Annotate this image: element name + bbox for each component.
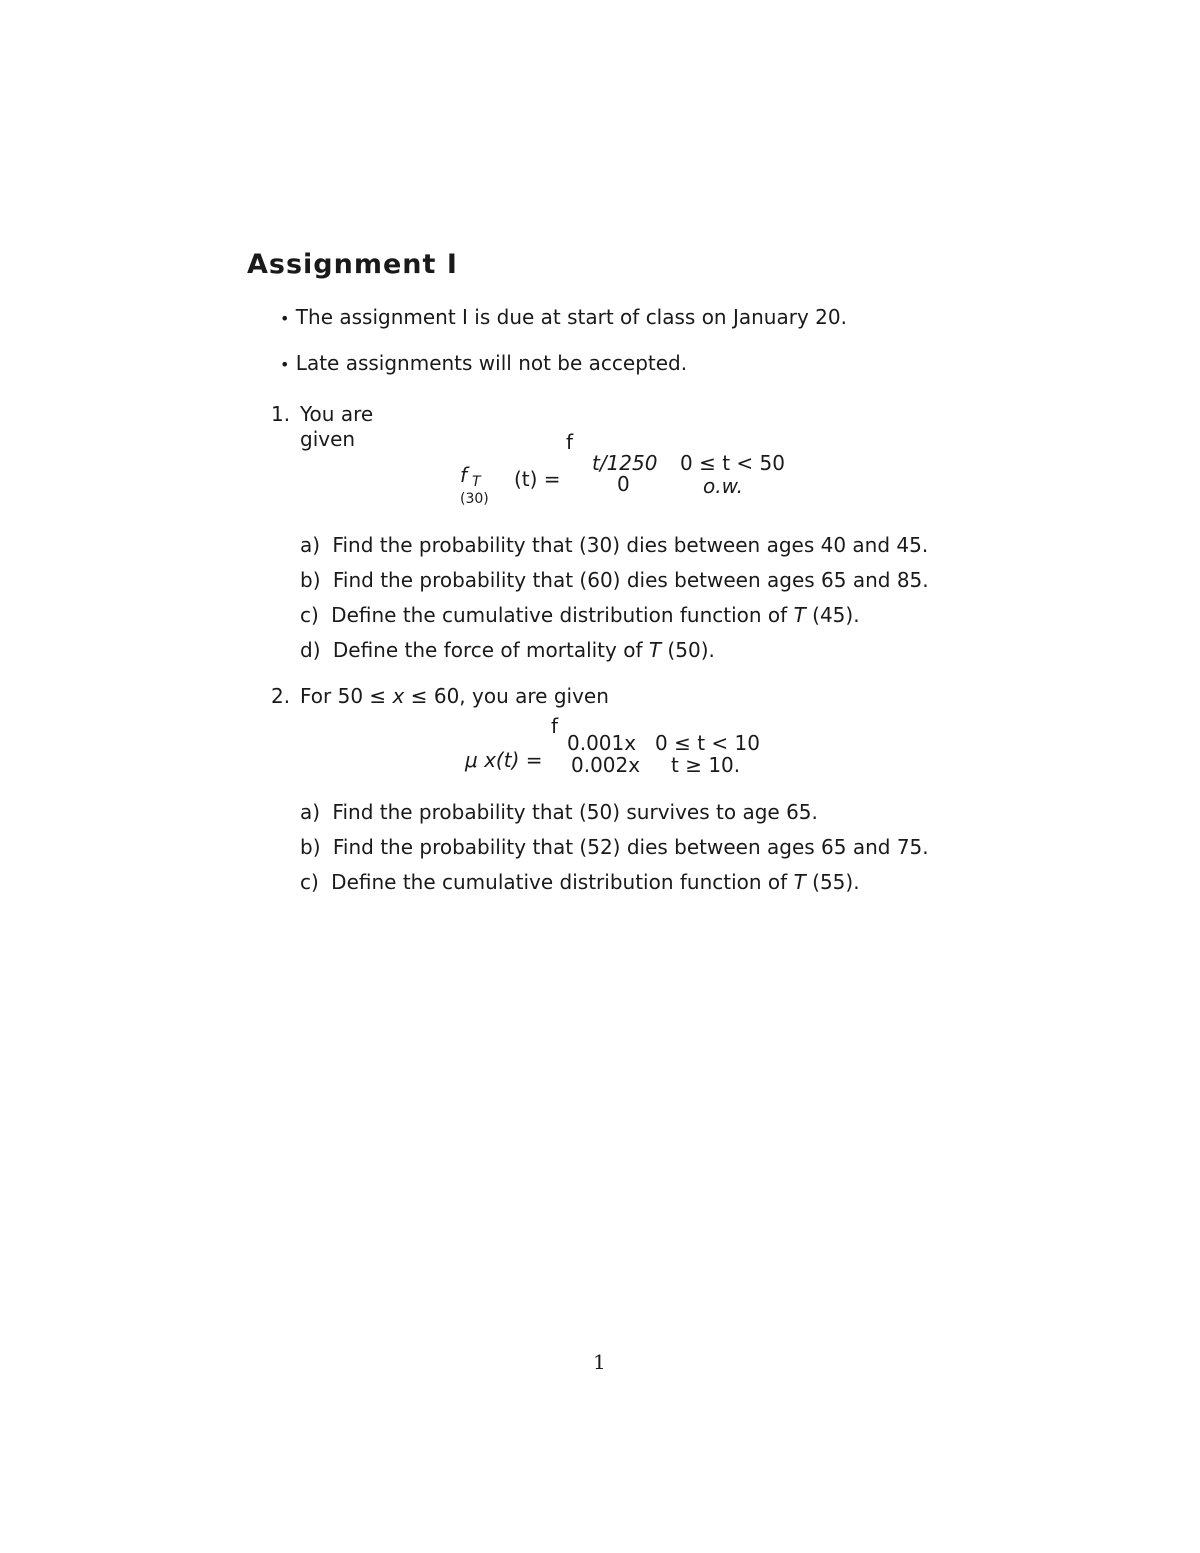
- question-2-part-a: [300, 800, 818, 824]
- part-label: d): [300, 638, 321, 662]
- part-label: a): [300, 533, 321, 557]
- bullet-icon: •: [280, 355, 290, 374]
- question-1-part-d: [300, 638, 715, 662]
- bullet-text: The assignment I is due at start of class on January 20.: [295, 305, 847, 329]
- bullet-item-due-date: [280, 305, 847, 331]
- part-text: Define the force of mortality of: [332, 638, 649, 662]
- part-label: a): [300, 800, 321, 824]
- page-number: 1: [593, 1350, 606, 1374]
- equation-case1-expression: t/1250: [592, 451, 658, 475]
- part-text-end: (45).: [805, 603, 860, 627]
- part-label: b): [300, 568, 321, 592]
- equation-case2-condition: o.w.: [703, 474, 744, 498]
- intro-variable: x: [392, 684, 405, 708]
- intro-text: For 50 ≤: [300, 684, 393, 708]
- bullet-icon: •: [280, 309, 290, 328]
- intro-text-end: ≤ 60, you are given: [404, 684, 609, 708]
- question-1-intro-line2: given: [300, 427, 356, 451]
- part-text: Find the probability that (52) dies between ages 65 and 75.: [332, 835, 929, 859]
- part-label: c): [300, 603, 319, 627]
- part-text-end: (50).: [661, 638, 715, 662]
- brace-glyph: f: [551, 714, 559, 738]
- part-text-end: (55).: [805, 870, 860, 894]
- question-1-part-b: [300, 568, 929, 592]
- question-2-part-c: [300, 870, 860, 894]
- part-text: Find the probability that (50) survives to age 65.: [332, 800, 818, 824]
- part-text: Find the probability that (60) dies between ages 65 and 85.: [332, 568, 929, 592]
- equation-lhs-argument: (t) =: [514, 467, 561, 491]
- part-text: Define the cumulative distribution function of: [331, 603, 794, 627]
- brace-glyph: f: [566, 430, 574, 454]
- equation-case2-condition: t ≥ 10.: [671, 753, 741, 777]
- equation-lhs: μ x(t) =: [465, 748, 543, 772]
- bullet-text: Late assignments will not be accepted.: [295, 351, 688, 375]
- question-1-number: 1.: [271, 402, 291, 426]
- part-label: b): [300, 835, 321, 859]
- question-2-number: 2.: [271, 684, 291, 708]
- question-2-intro: [300, 684, 609, 708]
- question-1-part-c: [300, 603, 860, 627]
- part-label: c): [300, 870, 319, 894]
- equation-case2-expression: 0.002x: [571, 753, 641, 777]
- part-variable: T: [793, 603, 806, 627]
- part-text: Define the cumulative distribution function of: [331, 870, 794, 894]
- question-1-intro-line1: You are: [300, 402, 374, 426]
- question-2-part-b: [300, 835, 929, 859]
- equation-case1-condition: 0 ≤ t < 10: [655, 731, 760, 755]
- part-variable: T: [793, 870, 806, 894]
- bullet-item-late-policy: [280, 351, 687, 377]
- equation-lhs-f: f: [460, 463, 468, 487]
- equation-case1-expression: 0.001x: [567, 731, 637, 755]
- part-variable: T: [648, 638, 662, 662]
- equation-lhs-subsubscript: (30): [460, 491, 489, 507]
- page-title: Assignment I: [247, 249, 458, 280]
- question-1-part-a: [300, 533, 928, 557]
- equation-case2-expression: 0: [617, 472, 630, 496]
- equation-case1-condition: 0 ≤ t < 50: [680, 451, 785, 475]
- part-text: Find the probability that (30) dies between ages 40 and 45.: [332, 533, 929, 557]
- equation-lhs-subscript: T: [472, 474, 481, 490]
